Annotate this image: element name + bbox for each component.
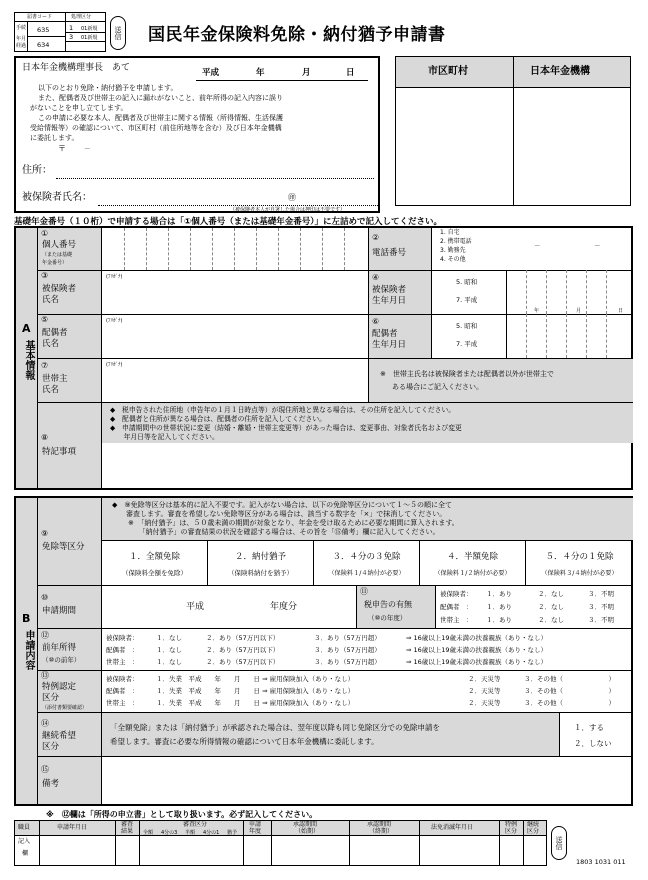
section-a-letter: A xyxy=(22,322,31,335)
field-5-kana: (ﾌﾘｶﾞﾅ) xyxy=(106,318,123,324)
field-1-label-2: （または基礎 xyxy=(42,252,73,258)
phone-opt-1[interactable]: 1. 自宅 xyxy=(440,229,460,236)
birth-year-unit: 年 xyxy=(534,308,540,314)
exempt-option-5[interactable] xyxy=(526,541,633,585)
phone-opt-3[interactable]: 3. 勤務先 xyxy=(440,247,466,254)
footer-send-text: 送信 xyxy=(555,836,563,850)
income-row-3-a[interactable]: １．なし xyxy=(156,658,182,666)
field-8-note-3: ◆ 申請期間中の世帯状況に変更（結婚・離婚・世帯主変更等）があった場合は、変更事由、対象者氏名および変更 xyxy=(110,424,462,432)
field-1-label-3: 年金番号） xyxy=(42,260,68,266)
section-b xyxy=(14,496,633,806)
intro-line-6: に委託します。 xyxy=(30,134,79,142)
birth-day-unit: 日 xyxy=(618,308,624,314)
applicant-name-label: 被保険者氏名： xyxy=(22,192,92,203)
birth-opt-showa[interactable]: 5. 昭和 xyxy=(456,278,478,286)
special-row-2-a[interactable]: １．失業 平成 年 月 日 ⇒ 雇用保険加入（あり・なし） xyxy=(156,687,355,695)
field-4-num: ④ xyxy=(372,273,380,282)
income-row-2-b[interactable]: ２．あり（57万円以下） xyxy=(206,646,280,654)
continue-text-1: 「全額免除」または「納付猶予」が承認された場合は、翌年度以降も同じ免除区分での免除申請を xyxy=(110,723,440,732)
income-row-3-c[interactable]: ３．あり（57万円超） xyxy=(314,658,381,666)
field-13-label-1: 特例認定 xyxy=(42,682,77,692)
field-9-note-4: 「納付猶予」の審査結果の状況を確認する場合は、その旨を「⑮備考」欄に記入してください。 xyxy=(128,528,440,536)
field-6-label-1: 配偶者 xyxy=(372,329,398,339)
footer-review-s2: 4分の3 xyxy=(161,830,178,836)
income-row-3-who: 世帯主 ： xyxy=(106,658,139,666)
tax-row-3-c[interactable]: ３．不明 xyxy=(588,616,614,624)
footer-year-2: 年度 xyxy=(249,828,262,835)
field-10-label: 申請期間 xyxy=(42,606,77,616)
spouse-name-input[interactable] xyxy=(102,316,368,358)
personal-number-input[interactable] xyxy=(102,228,368,270)
special-row-3-a[interactable]: １．失業 平成 年 月 日 ⇒ 雇用保険加入（あり・なし） xyxy=(156,699,355,707)
footer-result-1: 審査 xyxy=(121,821,134,828)
phone-dash-2: － xyxy=(594,242,601,250)
householder-name-input[interactable] xyxy=(102,360,368,402)
spouse-birth-heisei[interactable]: 7. 平成 xyxy=(456,340,478,348)
phone-dash-1: － xyxy=(534,242,541,250)
date-month: 月 xyxy=(302,68,311,78)
footer-result-2: 結果 xyxy=(121,828,134,835)
footer-staff-2: 記入 xyxy=(18,838,31,845)
applicant-block: 日本年金機構理事長 あて 平成 年 月 日 以下のとおり免除・納付猶予を申請します。 また、配偶者及び世帯主の記入に漏れがないこと、前年所得の記入内容に誤り がないことを申し立てします。 この申請に必要な本人、配偶者及び世帯主に関する情報（所得情報、生活保護 受給情報等）の確認について、市区町村（前住所地等を含む）及び日本年金機構 に委託します。 〒 － 住所： 被保険者氏名： ㊞ （被保険者本人が自署した場合は押印は不要です） xyxy=(14,56,380,213)
phone-input[interactable] xyxy=(496,228,631,270)
field-8-num: ⑧ xyxy=(41,433,49,442)
tax-row-1-b[interactable]: ２．なし xyxy=(538,590,564,598)
field-2-num: ② xyxy=(372,233,380,242)
send-badge-text: 送信 xyxy=(114,26,122,40)
code-side-1: 手続 xyxy=(16,25,27,31)
remarks-input[interactable] xyxy=(102,757,633,804)
application-period-input[interactable] xyxy=(216,594,266,614)
code-small-3: 01新規 xyxy=(81,35,98,41)
special-row-1-c[interactable]: ３．その他（ ） xyxy=(524,675,615,683)
field-13-label-2: 区分 xyxy=(42,693,60,703)
footer-expire: 法免消滅年月日 xyxy=(431,824,474,831)
insured-name-input[interactable] xyxy=(102,272,368,314)
section-b-label: 申請内容 xyxy=(23,630,34,670)
phone-opt-4[interactable]: 4. その他 xyxy=(440,256,466,263)
field-15-num: ⑮ xyxy=(41,765,49,774)
continue-text-2: 希望します。審査に必要な所得情報の確認について日本年金機構に委託します。 xyxy=(110,737,379,746)
office-box xyxy=(395,56,631,206)
income-row-1-b[interactable]: ２．あり（57万円以下） xyxy=(206,634,280,642)
field-6-label-2: 生年月日 xyxy=(372,340,407,350)
field-9-note-3: ※ 「納付猶予」は、５０歳未満の期間が対象となり、年金を受け取るために必要な期間に算入されます。 xyxy=(128,519,459,527)
field-11-label-1: 税申告の有無 xyxy=(364,600,412,609)
spouse-birth-showa[interactable]: 5. 昭和 xyxy=(456,322,478,330)
footer-staff-3: 欄 xyxy=(22,850,29,857)
footer-office-box xyxy=(14,820,547,866)
income-row-3-d[interactable]: ⇒ 16歳以上19歳未満の扶養親族（あり・なし） xyxy=(406,658,548,666)
footer-continue-1: 継続 xyxy=(527,821,540,828)
footer-approve-start-1: 承認期間 xyxy=(293,821,318,828)
tax-row-1-c[interactable]: ３．不明 xyxy=(588,590,614,598)
postal-mark: 〒 xyxy=(58,144,66,153)
exempt-option-1[interactable] xyxy=(102,541,208,585)
exempt-option-5-sub: （保険料３/４納付が必要） xyxy=(541,570,618,577)
exempt-option-3-sub: （保険料１/４納付が必要） xyxy=(328,570,405,577)
income-row-2-a[interactable]: １．なし xyxy=(156,646,182,654)
field-8-note-2: ◆ 配偶者と住所が異なる場合は、配偶者の住所を記入してください。 xyxy=(110,415,326,423)
field-8-note-4: 年月日等を記入してください。 xyxy=(110,433,219,441)
field-13-label-3: （添付書類要確認） xyxy=(42,705,88,711)
field-12-label-1: 前年所得 xyxy=(42,643,77,653)
exempt-option-2-title: ２．納付猶予 xyxy=(234,552,286,562)
exempt-option-4[interactable] xyxy=(420,541,526,585)
field-2-label: 電話番号 xyxy=(372,248,407,258)
footer-year-1: 申請 xyxy=(249,821,262,828)
notice-bottom: ※ ⑫欄は「所得の申立書」として取り扱います。必ず記入してください。 xyxy=(46,810,318,819)
field-3-label-1: 被保険者 xyxy=(42,284,77,294)
income-row-2-who: 配偶者 ： xyxy=(106,646,139,654)
income-row-1-c[interactable]: ３．あり（57万円超） xyxy=(314,634,381,642)
code-n1: 1 xyxy=(69,24,74,32)
date-era: 平成 xyxy=(202,68,220,78)
exempt-option-1-sub: （保険料全額を免除） xyxy=(122,569,187,577)
office-col-city: 市区町村 xyxy=(428,66,468,77)
special-row-1-a[interactable]: １．失業 平成 年 月 日 ⇒ 雇用保険加入（あり・なし） xyxy=(156,675,355,683)
field-7-kana: (ﾌﾘｶﾞﾅ) xyxy=(106,362,123,368)
income-row-2-c[interactable]: ３．あり（57万円超） xyxy=(314,646,381,654)
special-row-1-b[interactable]: ２．天災等 xyxy=(468,675,501,683)
code-value-1: 635 xyxy=(37,26,50,34)
footer-staff-1: 職員 xyxy=(18,824,31,831)
income-row-1-a[interactable]: １．なし xyxy=(156,634,182,642)
exempt-option-2[interactable] xyxy=(208,541,314,585)
phone-opt-2[interactable]: 2. 携帯電話 xyxy=(440,238,472,245)
field-4-label-1: 被保険者 xyxy=(372,285,407,295)
footer-send-badge xyxy=(551,826,567,860)
date-day: 日 xyxy=(346,68,355,78)
code-value-2: 634 xyxy=(37,41,50,49)
field-9-label: 免除等区分 xyxy=(42,542,85,552)
intro-line-4: この申請に必要な本人、配偶者及び世帯主に関する情報（所得情報、生活保護 xyxy=(38,114,283,122)
birth-opt-heisei[interactable]: 7. 平成 xyxy=(456,296,478,304)
intro-line-3: がないことを申し立てします。 xyxy=(30,104,128,112)
field-3-kana: (ﾌﾘｶﾞﾅ) xyxy=(106,274,123,280)
field-9-note-1: ◆ ⑨免除等区分は基本的に記入不要です。記入がない場合は、以下の免除等区分について１～５の順に全て xyxy=(112,501,452,509)
field-8-label: 特記事項 xyxy=(42,447,77,457)
field-5-label-2: 氏名 xyxy=(42,339,60,349)
send-badge xyxy=(110,16,126,50)
field-1-num: ① xyxy=(41,229,49,238)
code-header-2: 処理区分 xyxy=(71,14,92,20)
field-11-num: ⑪ xyxy=(360,587,368,596)
field-9-note-2: 審査します。審査を希望しない免除等区分がある場合は、該当する数字を「×」で抹消してください。 xyxy=(112,510,447,518)
office-col-jpo: 日本年金機構 xyxy=(530,66,590,77)
intro-line-5: 受給情報等）の確認について、市区町村（前住所地等を含む）及び日本年金機構 xyxy=(30,124,282,132)
field-7-label-1: 世帯主 xyxy=(42,374,68,384)
special-row-2-c[interactable]: ３．その他（ ） xyxy=(524,687,615,695)
field-14-label-2: 区分 xyxy=(42,742,60,752)
footer-approve-end-1: 承認期間 xyxy=(367,821,392,828)
code-n3: 3 xyxy=(69,33,74,41)
field-14-label-1: 継続希望 xyxy=(42,731,77,741)
income-row-2-d[interactable]: ⇒ 16歳以上19歳未満の扶養親族（あり・なし） xyxy=(406,646,548,654)
continue-opt-yes[interactable]: １．する xyxy=(574,723,604,732)
field-14-num: ⑭ xyxy=(41,719,49,728)
exempt-option-5-title: ５．４分の１免除 xyxy=(545,552,614,562)
tax-row-2-b[interactable]: ２．なし xyxy=(538,603,564,611)
continue-opt-no[interactable]: ２．しない xyxy=(574,739,612,748)
field-5-label-1: 配偶者 xyxy=(42,328,68,338)
field-3-label-2: 氏名 xyxy=(42,295,60,305)
special-row-1-who: 被保険者： xyxy=(106,675,139,683)
intro-line-1: 以下のとおり免除・納付猶予を申請します。 xyxy=(38,84,178,92)
field-7-note-1: ※ 世帯主氏名は被保険者または配偶者以外が世帯主で xyxy=(380,370,554,378)
footer-review: 審査区分 xyxy=(183,821,208,828)
tax-row-2-a[interactable]: １．あり xyxy=(486,603,512,611)
exempt-option-2-sub: （保険料納付を猶予） xyxy=(228,569,293,577)
period-suffix: 年度分 xyxy=(270,602,298,612)
special-row-2-who: 配偶者 ： xyxy=(106,687,139,695)
field-6-num: ⑥ xyxy=(372,317,380,326)
field-9-num: ⑨ xyxy=(41,529,49,538)
field-8-note-1: ◆ 税申告された住所地（申告年の１月１日時点等）が現住所地と異なる場合は、その住所を記入してください。 xyxy=(110,406,456,414)
footer-approve-start-2: （始期） xyxy=(295,828,320,835)
date-year: 年 xyxy=(256,68,265,78)
footer-review-s5: 猶予 xyxy=(227,830,238,836)
code-header-1: 届書コード xyxy=(27,14,53,20)
exempt-option-1-title: １．全額免除 xyxy=(128,552,180,562)
code-side-2: 年月 xyxy=(16,36,27,42)
special-row-3-b[interactable]: ２．天災等 xyxy=(468,699,501,707)
field-7-note-2: ある場合にご記入ください。 xyxy=(392,383,483,391)
special-notes-input[interactable] xyxy=(102,444,633,488)
field-12-num: ⑫ xyxy=(41,631,49,640)
tax-row-1-who: 被保険者： xyxy=(440,590,473,598)
tax-row-3-a[interactable]: １．あり xyxy=(486,616,512,624)
special-row-2-b[interactable]: ２．天災等 xyxy=(468,687,501,695)
intro-line-2: また、配偶者及び世帯主の記入に漏れがないこと、前年所得の記入内容に誤り xyxy=(38,94,283,102)
field-10-num: ⑩ xyxy=(41,593,49,602)
footer-review-s1: 全額 xyxy=(143,830,154,836)
tax-row-3-who: 世帯主 ： xyxy=(440,616,473,624)
section-b-letter: B xyxy=(22,612,31,625)
field-11-label-2: （⑩の年度） xyxy=(368,614,407,622)
applicant-name-field[interactable] xyxy=(98,205,378,206)
seal-mark: ㊞ xyxy=(288,193,296,202)
tax-row-2-c[interactable]: ３．不明 xyxy=(588,603,614,611)
birth-month-unit: 月 xyxy=(576,308,582,314)
tax-row-1-a[interactable]: １．あり xyxy=(486,590,512,598)
footer-date: 申請年月日 xyxy=(57,824,88,831)
field-13-num: ⑬ xyxy=(41,671,49,680)
income-row-1-who: 被保険者： xyxy=(106,634,139,642)
field-15-label: 備考 xyxy=(42,779,60,789)
section-a-label: 基本情報 xyxy=(23,340,34,380)
field-7-num: ⑦ xyxy=(41,361,49,370)
notice-top: 基礎年金番号（１０桁）で申請する場合は「①個人番号（または基礎年金番号）」に左詰めで記入してください。 xyxy=(14,217,442,227)
income-row-3-b[interactable]: ２．あり（57万円以下） xyxy=(206,658,280,666)
footer-review-s4: 4分の1 xyxy=(203,830,220,836)
exempt-option-3[interactable] xyxy=(314,541,420,585)
seal-note: （被保険者本人が自署した場合は押印は不要です） xyxy=(230,207,346,213)
form-code: 1803 1031 011 xyxy=(576,858,626,866)
address-field[interactable] xyxy=(56,178,374,179)
footer-special-2: 区分 xyxy=(505,828,518,835)
field-3-num: ③ xyxy=(41,271,49,280)
special-row-3-who: 世帯主 ： xyxy=(106,699,139,707)
exempt-option-4-title: ４．半額免除 xyxy=(446,552,498,562)
field-5-num: ⑤ xyxy=(41,315,49,324)
code-small-1: 01新規 xyxy=(81,26,98,32)
tax-row-2-who: 配偶者 ： xyxy=(440,603,473,611)
field-1-label: 個人番号 xyxy=(42,240,77,250)
recipient: 日本年金機構理事長 あて xyxy=(22,63,131,73)
field-12-label-2: （⑩の前年） xyxy=(42,656,81,664)
period-era: 平成 xyxy=(186,602,205,612)
code-side-3: 経過 xyxy=(16,43,27,49)
exempt-option-3-title: ３．４分の３免除 xyxy=(332,552,401,562)
footer-approve-end-2: （終期） xyxy=(369,828,394,835)
field-7-label-2: 氏名 xyxy=(42,385,60,395)
code-box xyxy=(14,12,106,52)
exempt-option-4-sub: （保険料１/２納付が必要） xyxy=(434,570,511,577)
address-label: 住所： xyxy=(22,165,52,176)
income-row-1-d[interactable]: ⇒ 16歳以上19歳未満の扶養親族（あり・なし） xyxy=(406,634,548,642)
page-title: 国民年金保険料免除・納付猶予申請書 xyxy=(148,25,446,45)
field-4-label-2: 生年月日 xyxy=(372,296,407,306)
special-row-3-c[interactable]: ３．その他（ ） xyxy=(524,699,615,707)
section-a xyxy=(14,226,633,490)
footer-review-s3: 半額 xyxy=(185,830,196,836)
tax-row-3-b[interactable]: ２．なし xyxy=(538,616,564,624)
footer-continue-2: 区分 xyxy=(527,828,540,835)
footer-special-1: 特例 xyxy=(505,821,518,828)
